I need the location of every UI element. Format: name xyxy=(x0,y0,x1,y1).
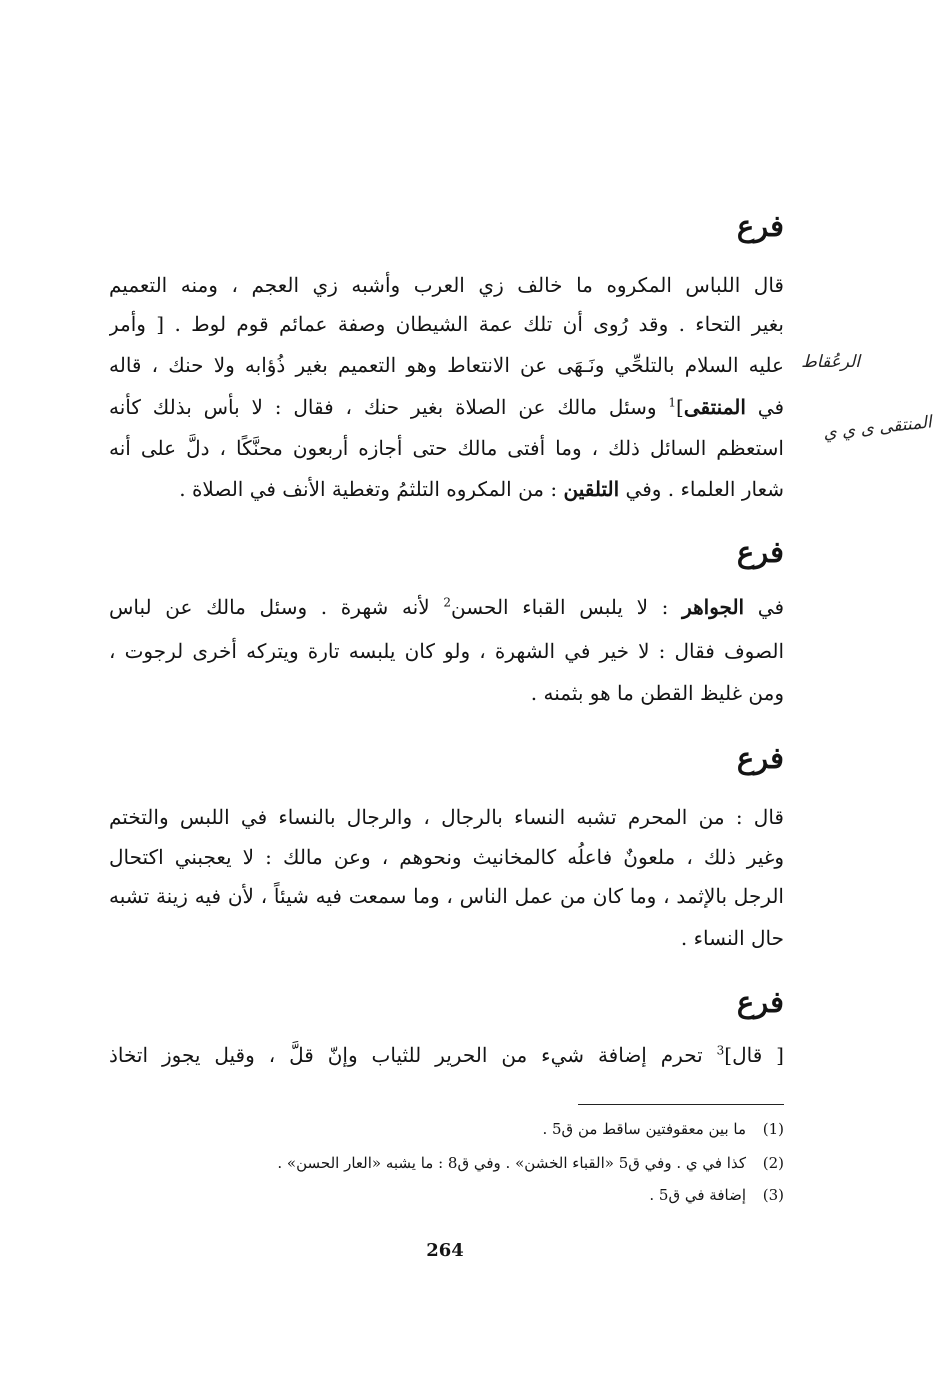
book-title: الجواهر xyxy=(682,595,745,619)
footnote: (1)ما بين معقوفتين ساقط من ق5 . xyxy=(542,1120,784,1138)
book-title: المنتقى xyxy=(683,395,746,419)
section-heading: فرع xyxy=(736,741,784,775)
section-heading: فرع xyxy=(736,209,784,243)
text-line: [ قال]$^3$ تحرم إضافة شيء من الحرير للثياب وإنّ قلَّ ، وقيل يجوز اتخاذ xyxy=(109,1043,784,1067)
text-line: شعار العلماء . وفي التلقين : من المكروه التلثمُ وتغطية الأنف في الصلاة . xyxy=(179,477,784,501)
text-line: في الجواهر : لا يلبس القباء الحسن$^2$ لأنه شهرة . وسئل مالك عن لباس xyxy=(109,595,784,619)
text-line: قال : من المحرم تشبه النساء بالرجال ، والرجال بالنساء في اللبس والتختم xyxy=(109,805,784,829)
text-line: الصوف فقال : لا خير في الشهرة ، ولو كان يلبسه تارة ويتركه أخرى لرجوت ، xyxy=(109,639,784,663)
footnote-ref: 1 xyxy=(668,395,677,410)
text-line: الرجل بالإثمد ، وما كان من عمل الناس ، وما سمعت فيه شيئاً ، لأن فيه زينة تشبه xyxy=(109,884,784,908)
text-line: بغير التحاء . وقد رُوى أن تلك عمة الشيطان وصفة عمائم قوم لوط . [ وأمر xyxy=(109,312,784,336)
margin-note: المنتقى ى ي ي xyxy=(822,412,933,444)
text-line: في المنتقى]$^1$ وسئل مالك عن الصلاة بغير حنك ، فقال : لا بأس بذلك كأنه xyxy=(109,395,784,419)
text-line: قال اللباس المكروه ما خالف زي العرب وأشبه زي العجم ، ومنه التعميم xyxy=(109,273,784,297)
page-number: 264 xyxy=(426,1240,464,1261)
footnote-ref: 2 xyxy=(443,595,451,610)
text-line: حال النساء . xyxy=(680,926,784,950)
text-line: وغير ذلك ، ملعونٌ فاعلُه كالمخانيث ونحوهم ، وعن مالك : لا يعجبني اكتحال xyxy=(109,845,784,869)
section-heading: فرع xyxy=(736,985,784,1019)
section-heading: فرع xyxy=(736,535,784,569)
footnote: (3)إضافة في ق5 . xyxy=(649,1186,784,1204)
book-title: التلقين xyxy=(563,477,620,501)
text-line: عليه السلام بالتلحِّي ونَـهَى عن الانتعاط وهو التعميم بغير ذُؤابه ولا حنك ، قاله xyxy=(109,353,784,377)
text-line: ومن غليظ القطن ما هو بثمنه . xyxy=(530,681,784,705)
footnote-ref: 3 xyxy=(716,1043,725,1058)
footnote: (2)كذا في ي . وفي ق5 «القباء الخشن» . وفي ق8 : ما يشبه «العار الحسن» . xyxy=(277,1154,784,1172)
footnote-separator xyxy=(578,1104,784,1105)
margin-note: الرعُقاط xyxy=(801,352,860,372)
text-line: استعظم السائل ذلك ، وما أفتى مالك حتى أجازه أربعون محنَّكًا ، دلَّ على أنه xyxy=(109,436,784,460)
